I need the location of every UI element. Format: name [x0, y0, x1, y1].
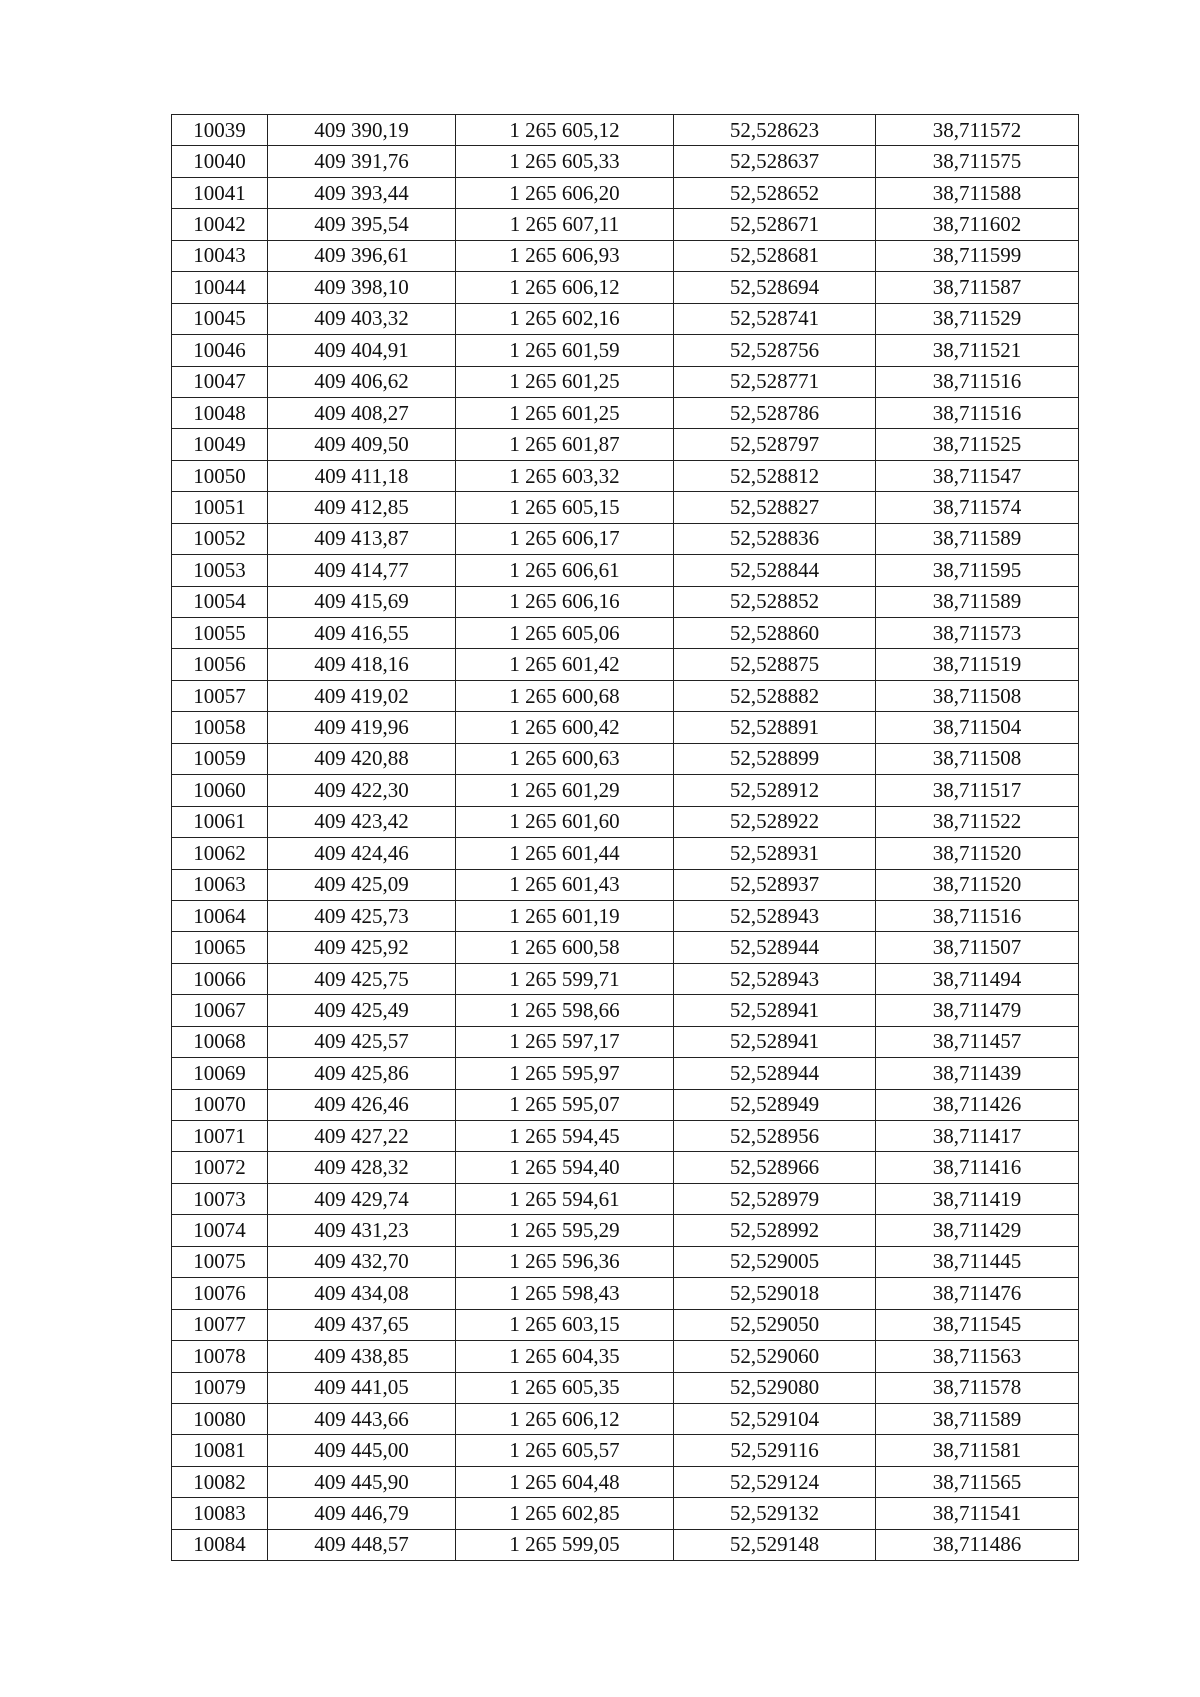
y-coordinate-cell: 1 265 603,32: [456, 460, 674, 491]
y-coordinate-cell: 1 265 606,12: [456, 272, 674, 303]
latitude-cell: 52,528652: [674, 177, 876, 208]
longitude-cell: 38,711507: [876, 932, 1079, 963]
longitude-cell: 38,711529: [876, 303, 1079, 334]
table-row: [172, 1309, 1079, 1340]
table-row: [172, 1215, 1079, 1246]
longitude-cell: 38,711541: [876, 1498, 1079, 1529]
x-coordinate-cell: 409 404,91: [268, 335, 456, 366]
point-number-cell: 10039: [172, 115, 268, 146]
table-row: [172, 1341, 1079, 1372]
y-coordinate-cell: 1 265 598,43: [456, 1278, 674, 1309]
y-coordinate-cell: 1 265 606,61: [456, 555, 674, 586]
latitude-cell: 52,528882: [674, 680, 876, 711]
latitude-cell: 52,529005: [674, 1246, 876, 1277]
longitude-cell: 38,711522: [876, 806, 1079, 837]
latitude-cell: 52,528899: [674, 743, 876, 774]
x-coordinate-cell: 409 448,57: [268, 1529, 456, 1560]
y-coordinate-cell: 1 265 603,15: [456, 1309, 674, 1340]
table-row: [172, 1435, 1079, 1466]
y-coordinate-cell: 1 265 601,44: [456, 838, 674, 869]
latitude-cell: 52,529124: [674, 1466, 876, 1497]
table-row: [172, 555, 1079, 586]
table-row: [172, 838, 1079, 869]
x-coordinate-cell: 409 423,42: [268, 806, 456, 837]
y-coordinate-cell: 1 265 601,42: [456, 649, 674, 680]
point-number-cell: 10083: [172, 1498, 268, 1529]
x-coordinate-cell: 409 391,76: [268, 146, 456, 177]
latitude-cell: 52,529116: [674, 1435, 876, 1466]
point-number-cell: 10076: [172, 1278, 268, 1309]
x-coordinate-cell: 409 412,85: [268, 492, 456, 523]
latitude-cell: 52,528956: [674, 1121, 876, 1152]
latitude-cell: 52,529050: [674, 1309, 876, 1340]
table-row: [172, 272, 1079, 303]
y-coordinate-cell: 1 265 604,35: [456, 1341, 674, 1372]
y-coordinate-cell: 1 265 606,17: [456, 523, 674, 554]
latitude-cell: 52,528943: [674, 900, 876, 931]
longitude-cell: 38,711595: [876, 555, 1079, 586]
point-number-cell: 10075: [172, 1246, 268, 1277]
longitude-cell: 38,711602: [876, 209, 1079, 240]
longitude-cell: 38,711416: [876, 1152, 1079, 1183]
longitude-cell: 38,711417: [876, 1121, 1079, 1152]
table-row: [172, 995, 1079, 1026]
latitude-cell: 52,529018: [674, 1278, 876, 1309]
y-coordinate-cell: 1 265 601,43: [456, 869, 674, 900]
table-row: [172, 618, 1079, 649]
point-number-cell: 10068: [172, 1026, 268, 1057]
longitude-cell: 38,711589: [876, 1403, 1079, 1434]
latitude-cell: 52,529132: [674, 1498, 876, 1529]
longitude-cell: 38,711508: [876, 743, 1079, 774]
table-row: [172, 1372, 1079, 1403]
x-coordinate-cell: 409 419,02: [268, 680, 456, 711]
point-number-cell: 10043: [172, 240, 268, 271]
table-row: [172, 1089, 1079, 1120]
point-number-cell: 10058: [172, 712, 268, 743]
latitude-cell: 52,528637: [674, 146, 876, 177]
table-row: [172, 1498, 1079, 1529]
longitude-cell: 38,711575: [876, 146, 1079, 177]
y-coordinate-cell: 1 265 596,36: [456, 1246, 674, 1277]
x-coordinate-cell: 409 422,30: [268, 775, 456, 806]
point-number-cell: 10059: [172, 743, 268, 774]
point-number-cell: 10040: [172, 146, 268, 177]
point-number-cell: 10070: [172, 1089, 268, 1120]
x-coordinate-cell: 409 431,23: [268, 1215, 456, 1246]
point-number-cell: 10048: [172, 397, 268, 428]
latitude-cell: 52,528771: [674, 366, 876, 397]
coordinates-table: [171, 114, 1079, 1561]
x-coordinate-cell: 409 446,79: [268, 1498, 456, 1529]
longitude-cell: 38,711520: [876, 838, 1079, 869]
table-row: [172, 1246, 1079, 1277]
longitude-cell: 38,711516: [876, 900, 1079, 931]
y-coordinate-cell: 1 265 600,58: [456, 932, 674, 963]
x-coordinate-cell: 409 434,08: [268, 1278, 456, 1309]
latitude-cell: 52,528941: [674, 995, 876, 1026]
longitude-cell: 38,711516: [876, 397, 1079, 428]
longitude-cell: 38,711573: [876, 618, 1079, 649]
latitude-cell: 52,528931: [674, 838, 876, 869]
x-coordinate-cell: 409 432,70: [268, 1246, 456, 1277]
point-number-cell: 10063: [172, 869, 268, 900]
point-number-cell: 10084: [172, 1529, 268, 1560]
y-coordinate-cell: 1 265 605,33: [456, 146, 674, 177]
x-coordinate-cell: 409 438,85: [268, 1341, 456, 1372]
table-row: [172, 649, 1079, 680]
latitude-cell: 52,529104: [674, 1403, 876, 1434]
latitude-cell: 52,528844: [674, 555, 876, 586]
latitude-cell: 52,528694: [674, 272, 876, 303]
coordinates-table-body: [172, 115, 1079, 1561]
point-number-cell: 10050: [172, 460, 268, 491]
x-coordinate-cell: 409 408,27: [268, 397, 456, 428]
point-number-cell: 10051: [172, 492, 268, 523]
point-number-cell: 10055: [172, 618, 268, 649]
table-row: [172, 209, 1079, 240]
latitude-cell: 52,529080: [674, 1372, 876, 1403]
y-coordinate-cell: 1 265 605,35: [456, 1372, 674, 1403]
longitude-cell: 38,711426: [876, 1089, 1079, 1120]
longitude-cell: 38,711457: [876, 1026, 1079, 1057]
x-coordinate-cell: 409 416,55: [268, 618, 456, 649]
longitude-cell: 38,711486: [876, 1529, 1079, 1560]
latitude-cell: 52,528786: [674, 397, 876, 428]
latitude-cell: 52,528944: [674, 1058, 876, 1089]
latitude-cell: 52,528860: [674, 618, 876, 649]
table-row: [172, 335, 1079, 366]
latitude-cell: 52,528891: [674, 712, 876, 743]
longitude-cell: 38,711439: [876, 1058, 1079, 1089]
point-number-cell: 10067: [172, 995, 268, 1026]
latitude-cell: 52,528922: [674, 806, 876, 837]
y-coordinate-cell: 1 265 597,17: [456, 1026, 674, 1057]
point-number-cell: 10042: [172, 209, 268, 240]
table-row: [172, 1403, 1079, 1434]
point-number-cell: 10045: [172, 303, 268, 334]
x-coordinate-cell: 409 441,05: [268, 1372, 456, 1403]
point-number-cell: 10062: [172, 838, 268, 869]
point-number-cell: 10081: [172, 1435, 268, 1466]
x-coordinate-cell: 409 414,77: [268, 555, 456, 586]
latitude-cell: 52,528875: [674, 649, 876, 680]
longitude-cell: 38,711419: [876, 1183, 1079, 1214]
longitude-cell: 38,711588: [876, 177, 1079, 208]
x-coordinate-cell: 409 425,86: [268, 1058, 456, 1089]
x-coordinate-cell: 409 396,61: [268, 240, 456, 271]
latitude-cell: 52,528937: [674, 869, 876, 900]
x-coordinate-cell: 409 425,75: [268, 963, 456, 994]
table-row: [172, 429, 1079, 460]
x-coordinate-cell: 409 419,96: [268, 712, 456, 743]
longitude-cell: 38,711479: [876, 995, 1079, 1026]
longitude-cell: 38,711545: [876, 1309, 1079, 1340]
point-number-cell: 10052: [172, 523, 268, 554]
latitude-cell: 52,528912: [674, 775, 876, 806]
y-coordinate-cell: 1 265 598,66: [456, 995, 674, 1026]
latitude-cell: 52,528836: [674, 523, 876, 554]
y-coordinate-cell: 1 265 601,59: [456, 335, 674, 366]
longitude-cell: 38,711563: [876, 1341, 1079, 1372]
table-row: [172, 586, 1079, 617]
y-coordinate-cell: 1 265 594,61: [456, 1183, 674, 1214]
y-coordinate-cell: 1 265 600,42: [456, 712, 674, 743]
longitude-cell: 38,711589: [876, 586, 1079, 617]
y-coordinate-cell: 1 265 602,85: [456, 1498, 674, 1529]
point-number-cell: 10074: [172, 1215, 268, 1246]
table-row: [172, 1466, 1079, 1497]
x-coordinate-cell: 409 403,32: [268, 303, 456, 334]
latitude-cell: 52,528992: [674, 1215, 876, 1246]
table-row: [172, 900, 1079, 931]
point-number-cell: 10065: [172, 932, 268, 963]
x-coordinate-cell: 409 445,90: [268, 1466, 456, 1497]
y-coordinate-cell: 1 265 600,63: [456, 743, 674, 774]
table-row: [172, 1058, 1079, 1089]
y-coordinate-cell: 1 265 599,71: [456, 963, 674, 994]
latitude-cell: 52,528623: [674, 115, 876, 146]
x-coordinate-cell: 409 406,62: [268, 366, 456, 397]
point-number-cell: 10064: [172, 900, 268, 931]
y-coordinate-cell: 1 265 601,29: [456, 775, 674, 806]
point-number-cell: 10073: [172, 1183, 268, 1214]
longitude-cell: 38,711574: [876, 492, 1079, 523]
y-coordinate-cell: 1 265 605,12: [456, 115, 674, 146]
table-row: [172, 1278, 1079, 1309]
longitude-cell: 38,711587: [876, 272, 1079, 303]
latitude-cell: 52,528941: [674, 1026, 876, 1057]
longitude-cell: 38,711504: [876, 712, 1079, 743]
x-coordinate-cell: 409 411,18: [268, 460, 456, 491]
y-coordinate-cell: 1 265 595,97: [456, 1058, 674, 1089]
longitude-cell: 38,711476: [876, 1278, 1079, 1309]
table-row: [172, 492, 1079, 523]
y-coordinate-cell: 1 265 604,48: [456, 1466, 674, 1497]
point-number-cell: 10072: [172, 1152, 268, 1183]
point-number-cell: 10046: [172, 335, 268, 366]
point-number-cell: 10047: [172, 366, 268, 397]
table-row: [172, 869, 1079, 900]
y-coordinate-cell: 1 265 601,25: [456, 397, 674, 428]
x-coordinate-cell: 409 420,88: [268, 743, 456, 774]
table-row: [172, 397, 1079, 428]
x-coordinate-cell: 409 393,44: [268, 177, 456, 208]
point-number-cell: 10082: [172, 1466, 268, 1497]
x-coordinate-cell: 409 413,87: [268, 523, 456, 554]
point-number-cell: 10077: [172, 1309, 268, 1340]
latitude-cell: 52,528852: [674, 586, 876, 617]
longitude-cell: 38,711581: [876, 1435, 1079, 1466]
y-coordinate-cell: 1 265 601,25: [456, 366, 674, 397]
table-row: [172, 963, 1079, 994]
point-number-cell: 10044: [172, 272, 268, 303]
latitude-cell: 52,528797: [674, 429, 876, 460]
x-coordinate-cell: 409 425,73: [268, 900, 456, 931]
table-row: [172, 1026, 1079, 1057]
x-coordinate-cell: 409 418,16: [268, 649, 456, 680]
y-coordinate-cell: 1 265 607,11: [456, 209, 674, 240]
table-row: [172, 460, 1079, 491]
longitude-cell: 38,711572: [876, 115, 1079, 146]
x-coordinate-cell: 409 409,50: [268, 429, 456, 460]
longitude-cell: 38,711578: [876, 1372, 1079, 1403]
point-number-cell: 10041: [172, 177, 268, 208]
latitude-cell: 52,528827: [674, 492, 876, 523]
point-number-cell: 10078: [172, 1341, 268, 1372]
longitude-cell: 38,711520: [876, 869, 1079, 900]
longitude-cell: 38,711517: [876, 775, 1079, 806]
latitude-cell: 52,528812: [674, 460, 876, 491]
longitude-cell: 38,711519: [876, 649, 1079, 680]
x-coordinate-cell: 409 427,22: [268, 1121, 456, 1152]
longitude-cell: 38,711589: [876, 523, 1079, 554]
point-number-cell: 10066: [172, 963, 268, 994]
longitude-cell: 38,711508: [876, 680, 1079, 711]
y-coordinate-cell: 1 265 594,40: [456, 1152, 674, 1183]
latitude-cell: 52,529060: [674, 1341, 876, 1372]
point-number-cell: 10069: [172, 1058, 268, 1089]
y-coordinate-cell: 1 265 601,87: [456, 429, 674, 460]
point-number-cell: 10060: [172, 775, 268, 806]
longitude-cell: 38,711521: [876, 335, 1079, 366]
longitude-cell: 38,711494: [876, 963, 1079, 994]
latitude-cell: 52,528756: [674, 335, 876, 366]
latitude-cell: 52,529148: [674, 1529, 876, 1560]
point-number-cell: 10080: [172, 1403, 268, 1434]
longitude-cell: 38,711547: [876, 460, 1079, 491]
x-coordinate-cell: 409 426,46: [268, 1089, 456, 1120]
table-row: [172, 1529, 1079, 1560]
y-coordinate-cell: 1 265 600,68: [456, 680, 674, 711]
point-number-cell: 10056: [172, 649, 268, 680]
point-number-cell: 10057: [172, 680, 268, 711]
longitude-cell: 38,711445: [876, 1246, 1079, 1277]
y-coordinate-cell: 1 265 606,93: [456, 240, 674, 271]
latitude-cell: 52,528966: [674, 1152, 876, 1183]
table-row: [172, 1183, 1079, 1214]
x-coordinate-cell: 409 425,92: [268, 932, 456, 963]
x-coordinate-cell: 409 415,69: [268, 586, 456, 617]
point-number-cell: 10079: [172, 1372, 268, 1403]
table-row: [172, 523, 1079, 554]
y-coordinate-cell: 1 265 594,45: [456, 1121, 674, 1152]
table-row: [172, 177, 1079, 208]
y-coordinate-cell: 1 265 599,05: [456, 1529, 674, 1560]
latitude-cell: 52,528949: [674, 1089, 876, 1120]
y-coordinate-cell: 1 265 605,06: [456, 618, 674, 649]
table-row: [172, 1121, 1079, 1152]
x-coordinate-cell: 409 398,10: [268, 272, 456, 303]
table-row: [172, 806, 1079, 837]
table-row: [172, 712, 1079, 743]
table-row: [172, 303, 1079, 334]
point-number-cell: 10071: [172, 1121, 268, 1152]
longitude-cell: 38,711525: [876, 429, 1079, 460]
y-coordinate-cell: 1 265 606,12: [456, 1403, 674, 1434]
point-number-cell: 10054: [172, 586, 268, 617]
y-coordinate-cell: 1 265 606,20: [456, 177, 674, 208]
table-row: [172, 1152, 1079, 1183]
point-number-cell: 10049: [172, 429, 268, 460]
latitude-cell: 52,528671: [674, 209, 876, 240]
y-coordinate-cell: 1 265 595,07: [456, 1089, 674, 1120]
table-row: [172, 146, 1079, 177]
latitude-cell: 52,528944: [674, 932, 876, 963]
longitude-cell: 38,711599: [876, 240, 1079, 271]
x-coordinate-cell: 409 443,66: [268, 1403, 456, 1434]
y-coordinate-cell: 1 265 605,57: [456, 1435, 674, 1466]
y-coordinate-cell: 1 265 605,15: [456, 492, 674, 523]
table-row: [172, 932, 1079, 963]
y-coordinate-cell: 1 265 606,16: [456, 586, 674, 617]
x-coordinate-cell: 409 425,49: [268, 995, 456, 1026]
x-coordinate-cell: 409 424,46: [268, 838, 456, 869]
table-row: [172, 366, 1079, 397]
point-number-cell: 10061: [172, 806, 268, 837]
latitude-cell: 52,528943: [674, 963, 876, 994]
table-row: [172, 680, 1079, 711]
x-coordinate-cell: 409 425,57: [268, 1026, 456, 1057]
x-coordinate-cell: 409 395,54: [268, 209, 456, 240]
latitude-cell: 52,528681: [674, 240, 876, 271]
point-number-cell: 10053: [172, 555, 268, 586]
y-coordinate-cell: 1 265 601,19: [456, 900, 674, 931]
y-coordinate-cell: 1 265 595,29: [456, 1215, 674, 1246]
x-coordinate-cell: 409 437,65: [268, 1309, 456, 1340]
x-coordinate-cell: 409 425,09: [268, 869, 456, 900]
y-coordinate-cell: 1 265 602,16: [456, 303, 674, 334]
longitude-cell: 38,711429: [876, 1215, 1079, 1246]
table-row: [172, 115, 1079, 146]
x-coordinate-cell: 409 390,19: [268, 115, 456, 146]
table-row: [172, 240, 1079, 271]
x-coordinate-cell: 409 428,32: [268, 1152, 456, 1183]
latitude-cell: 52,528979: [674, 1183, 876, 1214]
y-coordinate-cell: 1 265 601,60: [456, 806, 674, 837]
table-row: [172, 743, 1079, 774]
x-coordinate-cell: 409 445,00: [268, 1435, 456, 1466]
table-row: [172, 775, 1079, 806]
x-coordinate-cell: 409 429,74: [268, 1183, 456, 1214]
latitude-cell: 52,528741: [674, 303, 876, 334]
longitude-cell: 38,711516: [876, 366, 1079, 397]
longitude-cell: 38,711565: [876, 1466, 1079, 1497]
